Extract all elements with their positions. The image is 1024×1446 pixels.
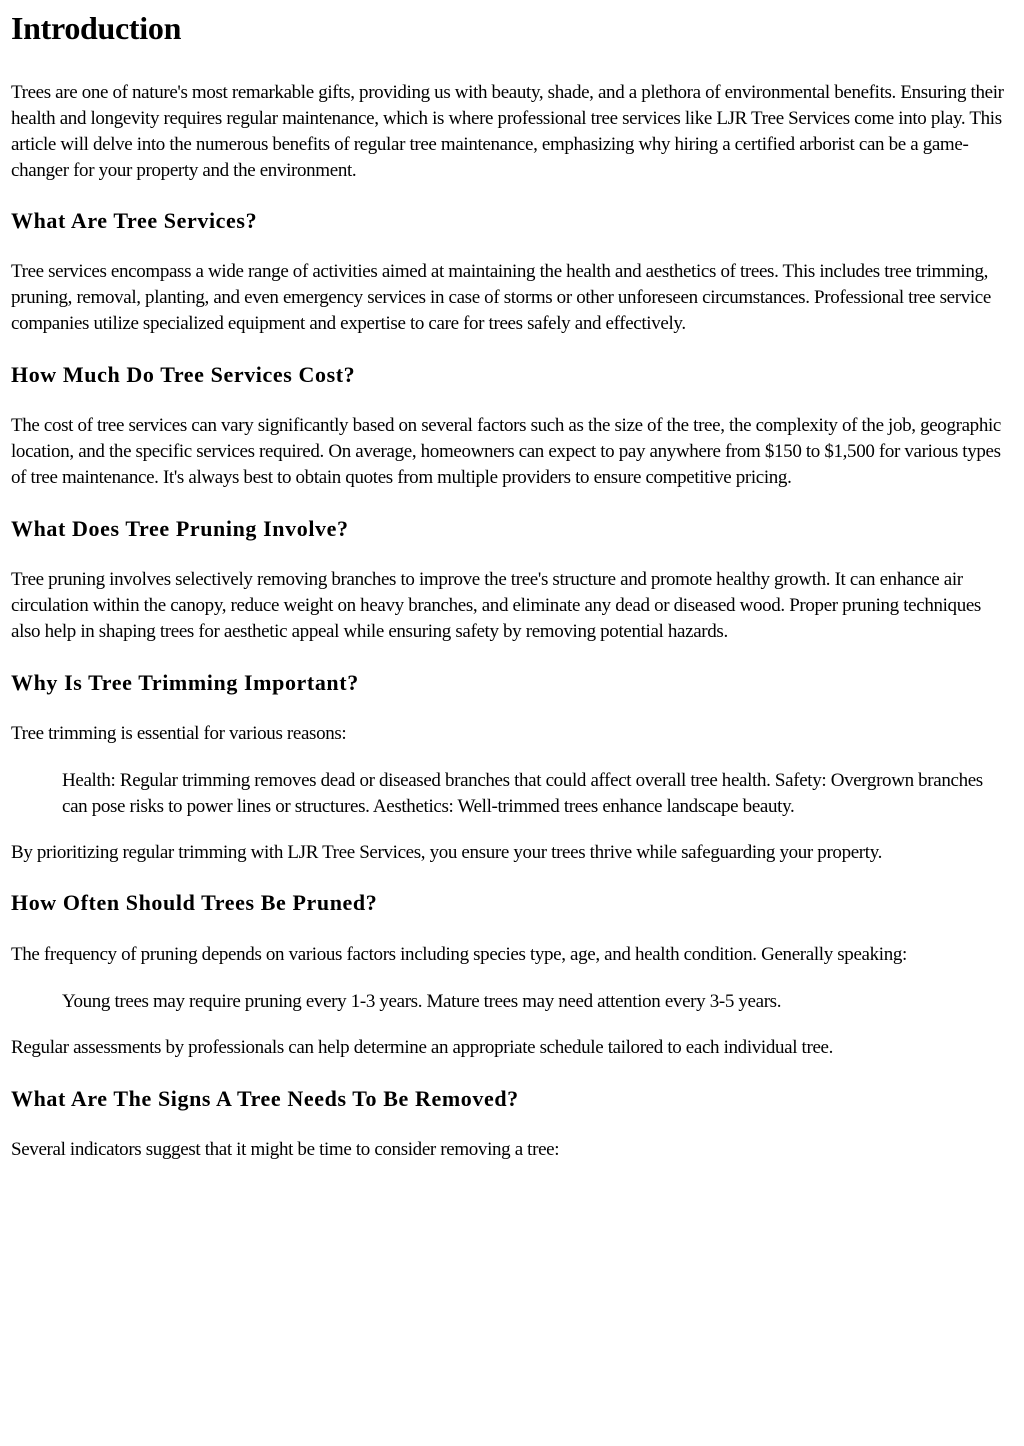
frequency-outro-paragraph: Regular assessments by professionals can help determine an appropriate schedule tailored to each individual tree. xyxy=(11,1037,834,1058)
frequency-intro-paragraph: The frequency of pruning depends on various factors including species type, age, and health condition. Generally speaking: xyxy=(11,944,907,965)
section-heading-pruning-frequency: How Often Should Trees Be Pruned? xyxy=(11,890,378,915)
tree-services-paragraph: Tree services encompass a wide range of activities aimed at maintaining the health and aesthetics of trees. This includes tree trimming, pruning, removal, planting, and even emergency services in case of storms or other unforeseen circumstances. Professional tree service companies utilize specialized equipment and expertise to care for trees safely and effectively. xyxy=(11,261,991,334)
intro-paragraph: Trees are one of nature's most remarkable gifts, providing us with beauty, shade, and a plethora of environmental benefits. Ensuring their health and longevity requires regular maintenance, which is where professional tree services like LJR Tree Services come into play. This article will delve into the numerous benefits of regular tree maintenance, emphasizing why hiring a certified arborist can be a game-changer for your property and the environment. xyxy=(11,82,1004,181)
trimming-outro-paragraph: By prioritizing regular trimming with LJR Tree Services, you ensure your trees thrive while safeguarding your property. xyxy=(11,842,883,863)
section-heading-pruning: What Does Tree Pruning Involve? xyxy=(11,516,349,541)
frequency-list: Young trees may require pruning every 1-3 years. Mature trees may need attention every 3-5 years. xyxy=(62,991,782,1012)
removal-signs-paragraph: Several indicators suggest that it might be time to consider removing a tree: xyxy=(11,1139,560,1160)
section-heading-introduction: Introduction xyxy=(11,10,182,46)
trimming-intro-paragraph: Tree trimming is essential for various reasons: xyxy=(11,723,347,744)
section-heading-removal-signs: What Are The Signs A Tree Needs To Be Removed? xyxy=(11,1086,519,1111)
trimming-reasons-list: Health: Regular trimming removes dead or diseased branches that could affect overall tree health. Safety: Overgrown branches can pose risks to power lines or structures. Aesthetics: Well-trimmed trees enhance landscape beauty. xyxy=(62,770,983,817)
cost-paragraph: The cost of tree services can vary significantly based on several factors such as the size of the tree, the complexity of the job, geographic location, and the specific services required. On average, homeowners can expect to pay anywhere from $150 to $1,500 for various types of tree maintenance. It's always best to obtain quotes from multiple providers to ensure competitive pricing. xyxy=(11,415,1001,488)
section-heading-tree-services: What Are Tree Services? xyxy=(11,208,258,233)
section-heading-cost: How Much Do Tree Services Cost? xyxy=(11,362,356,387)
section-heading-trimming: Why Is Tree Trimming Important? xyxy=(11,670,359,695)
pruning-paragraph: Tree pruning involves selectively removing branches to improve the tree's structure and promote healthy growth. It can enhance air circulation within the canopy, reduce weight on heavy branches, and eliminate any dead or diseased wood. Proper pruning techniques also help in shaping trees for aesthetic appeal while ensuring safety by removing potential hazards. xyxy=(11,569,981,642)
